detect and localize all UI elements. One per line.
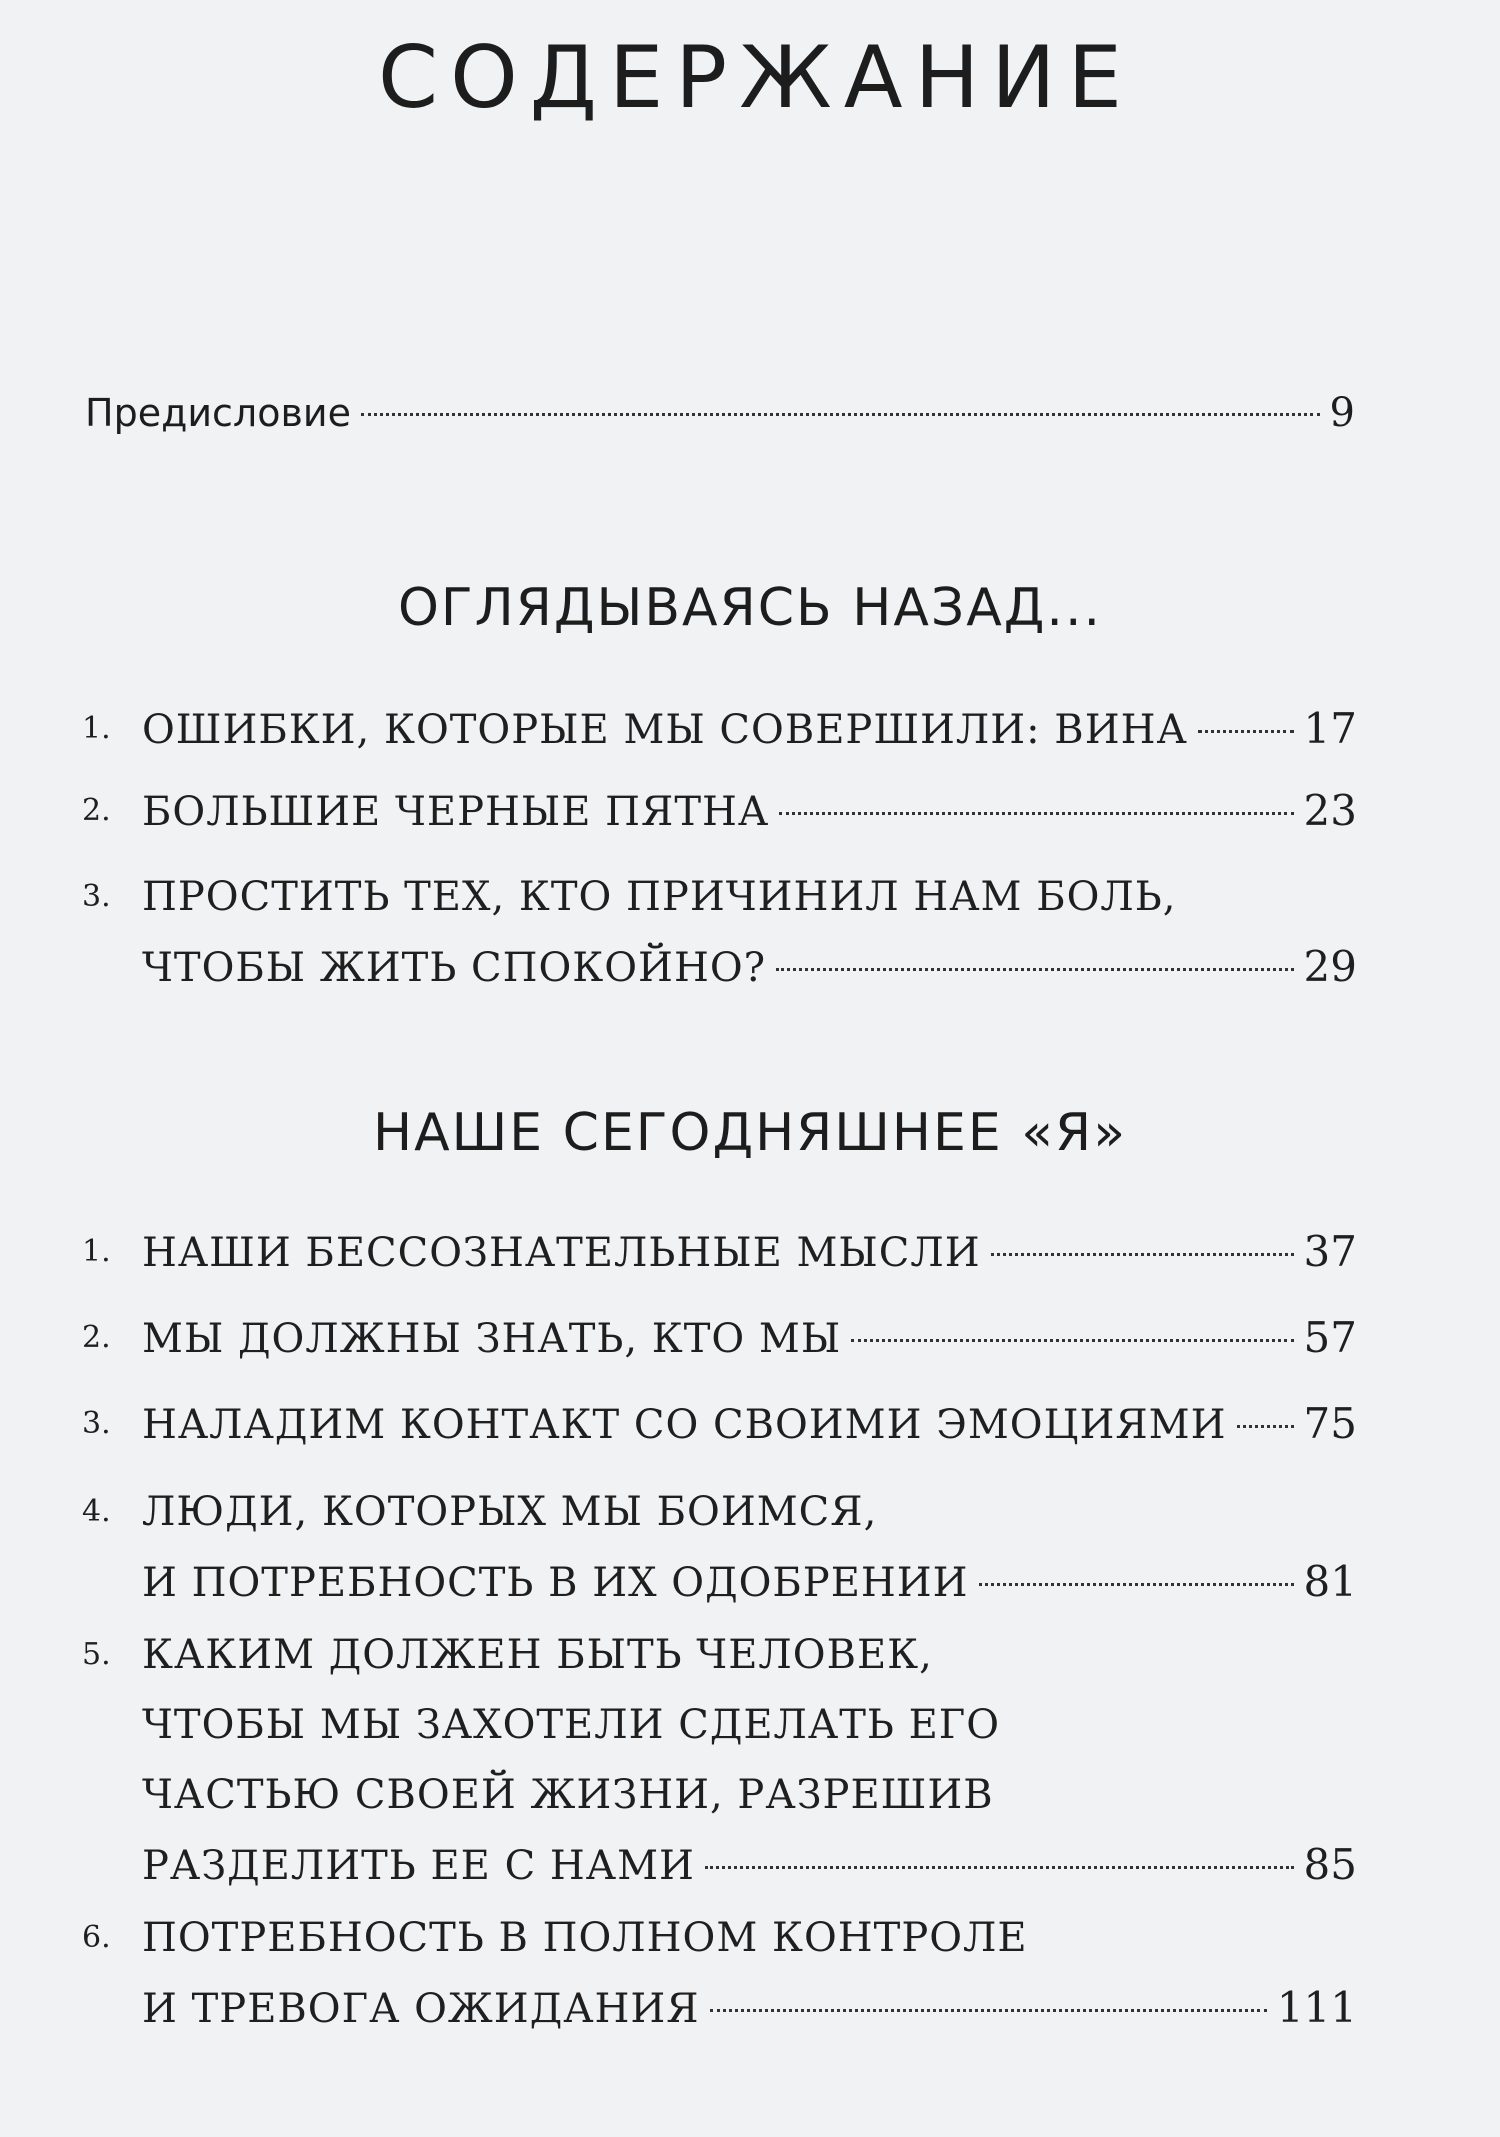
dot-leader [361, 413, 1320, 416]
entry-line: РАЗДЕЛИТЬ ЕЕ С НАМИ [142, 1843, 695, 1889]
page-number: 81 [1303, 1557, 1357, 1606]
entry-line: И ПОТРЕБНОСТЬ В ИХ ОДОБРЕНИИ [142, 1560, 969, 1606]
dot-leader [991, 1253, 1294, 1256]
dot-leader [779, 812, 1293, 815]
entry-line: МЫ ДОЛЖНЫ ЗНАТЬ, КТО МЫ [142, 1316, 842, 1362]
dot-leader [705, 1866, 1294, 1869]
entry-line: НАЛАДИМ КОНТАКТ СО СВОИМИ ЭМОЦИЯМИ [142, 1402, 1227, 1448]
dot-leader [851, 1339, 1293, 1342]
toc-entry[interactable] [82, 1620, 1357, 1901]
dot-leader [776, 968, 1293, 971]
entry-line: ОШИБКИ, КОТОРЫЕ МЫ СОВЕРШИЛИ: ВИНА [142, 707, 1188, 753]
entry-line: ЧТОБЫ ЖИТЬ СПОКОЙНО? [142, 945, 767, 991]
toc-entry[interactable] [82, 1477, 1357, 1618]
entry-line: ЛЮДИ, КОТОРЫХ МЫ БОИМСЯ, [142, 1489, 878, 1535]
page-number: 29 [1303, 942, 1357, 991]
entry-number: 3. [82, 1406, 111, 1441]
toc-entry[interactable] [82, 1217, 1357, 1288]
entry-number: 6. [82, 1920, 111, 1955]
entry-line: НАШИ БЕССОЗНАТЕЛЬНЫЕ МЫСЛИ [142, 1230, 981, 1276]
page-number: 23 [1303, 786, 1357, 835]
toc-entry[interactable] [82, 862, 1357, 1003]
dot-leader [1198, 730, 1294, 733]
toc-entry-preface[interactable] [85, 390, 1355, 436]
entry-number: 1. [82, 711, 111, 746]
entry-label: Предисловие [85, 391, 351, 435]
entry-line: БОЛЬШИЕ ЧЕРНЫЕ ПЯТНА [142, 789, 770, 835]
entry-number: 2. [82, 1320, 111, 1355]
toc-entry[interactable] [82, 776, 1357, 847]
section-title: ОГЛЯДЫВАЯСЬ НАЗАД... [397, 578, 1103, 638]
entry-number: 3. [82, 879, 111, 914]
dot-leader [710, 2009, 1267, 2012]
entry-number: 1. [82, 1234, 111, 1269]
page-number: 111 [1276, 1983, 1357, 2032]
toc-entry[interactable] [82, 694, 1357, 765]
dot-leader [979, 1583, 1294, 1586]
toc-entry[interactable] [82, 1303, 1357, 1374]
toc-entry[interactable] [82, 1903, 1357, 2044]
page-number: 57 [1303, 1313, 1357, 1362]
entry-line: ЧАСТЬЮ СВОЕЙ ЖИЗНИ, РАЗРЕШИВ [142, 1772, 994, 1818]
entry-number: 4. [82, 1494, 111, 1529]
entry-line: ПРОСТИТЬ ТЕХ, КТО ПРИЧИНИЛ НАМ БОЛЬ, [142, 874, 1177, 920]
entry-line: ПОТРЕБНОСТЬ В ПОЛНОМ КОНТРОЛЕ [142, 1915, 1028, 1961]
entry-line: И ТРЕВОГА ОЖИДАНИЯ [142, 1986, 700, 2032]
entry-line: КАКИМ ДОЛЖЕН БЫТЬ ЧЕЛОВЕК, [142, 1632, 933, 1678]
entry-line: ЧТОБЫ МЫ ЗАХОТЕЛИ СДЕЛАТЬ ЕГО [142, 1702, 1001, 1748]
page-number: 9 [1329, 390, 1355, 436]
page-number: 37 [1303, 1227, 1357, 1276]
dot-leader [1237, 1425, 1294, 1428]
entry-number: 2. [82, 793, 111, 828]
page-number: 17 [1303, 704, 1357, 753]
page-title: СОДЕРЖАНИЕ [378, 28, 1134, 128]
entry-number: 5. [82, 1637, 111, 1672]
page-number: 85 [1303, 1840, 1357, 1889]
section-title: НАШЕ СЕГОДНЯШНЕЕ «Я» [372, 1103, 1128, 1163]
page-number: 75 [1303, 1399, 1357, 1448]
toc-entry[interactable] [82, 1389, 1357, 1460]
